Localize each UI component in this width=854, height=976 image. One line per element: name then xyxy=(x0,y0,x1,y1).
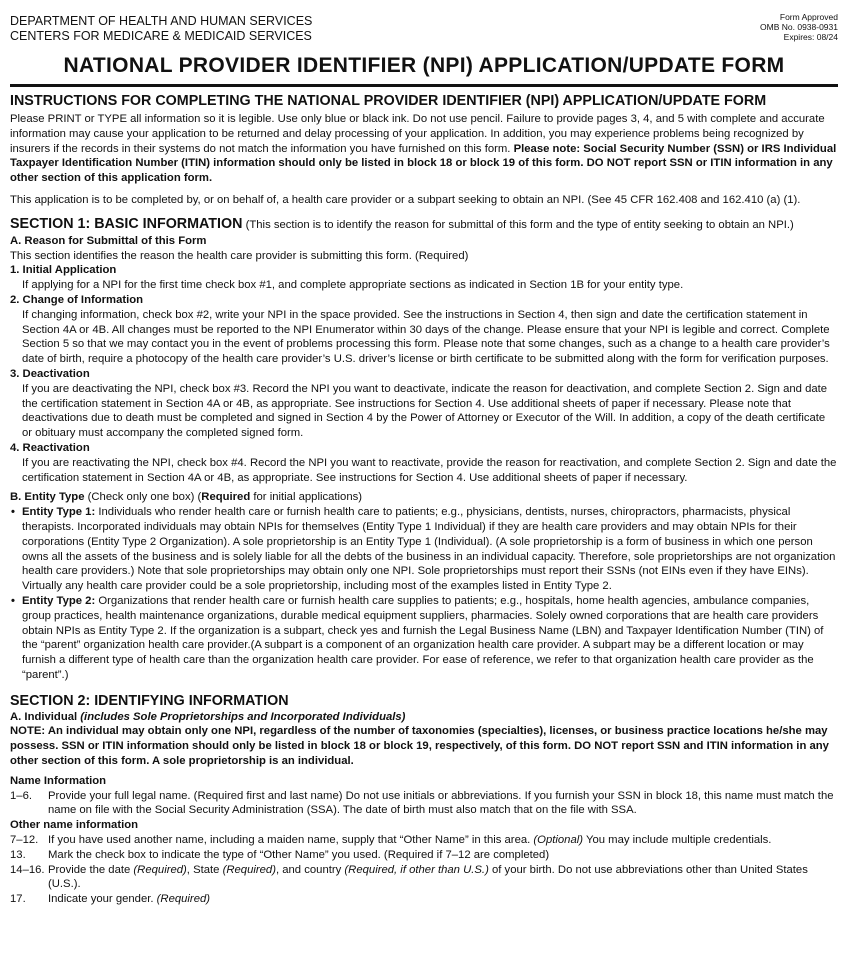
numbered-instruction-row xyxy=(10,863,838,893)
instructions-paragraph-1 xyxy=(10,112,838,186)
entity-type-2-item xyxy=(10,594,838,683)
name-information-heading: Name Information xyxy=(10,774,107,787)
row-italic-text: (Optional) xyxy=(533,834,584,847)
section-1a-text: This section identifies the reason the health care provider is submitting this form. (Required) xyxy=(10,249,469,262)
row-number: 13. xyxy=(10,848,26,861)
item-deactivation-head: 3. Deactivation xyxy=(10,367,90,380)
individual-qualifier: (includes Sole Proprietorships and Incorporated Individuals) xyxy=(80,710,406,723)
numbered-instruction-row xyxy=(10,833,838,848)
section-2a-title xyxy=(10,710,838,725)
item-change-of-information-text: If changing information, check box #2, write your NPI in the space provided. See the instructions in Section 4, then sign and date the certification statement in Section 4A or 4B. All changes must be reported to the NPI Enumerator within 30 days of the change. Please ensure that your NPI is legible and correct. Complete Section 5 so that we may contact you in the event of problems processing this form. Please note that some changes, such as a change to a health care provider’s date of birth, require a photocopy of the health care provider’s U.S. driver’s license or birth certificate to be submitted along with the form for verification purposes. xyxy=(22,308,830,366)
row-plain-text: Mark the check box to indicate the type of “Other Name” you used. (Required if 7–12 are completed) xyxy=(48,848,550,861)
entity-type-required: Required xyxy=(201,491,251,504)
row-plain-text: Provide your full legal name. (Required first and last name) Do not use initials or abbreviations. If you furnish your SSN in block 18, this name must match the name on file with the Social Security Administration (SSA). The date of birth must also match that on the file with SSA. xyxy=(48,789,834,817)
row-italic-text: (Required) xyxy=(133,863,187,876)
row-plain-text: If you have used another name, including a maiden name, supply that “Other Name” in this area. xyxy=(48,834,534,847)
row-text xyxy=(48,863,838,893)
agency-line-2: CENTERS FOR MEDICARE & MEDICAID SERVICES xyxy=(10,29,312,43)
row-plain-text: of your birth. Do not use abbreviations other than United States (U.S.). xyxy=(48,863,808,891)
entity-type-2-label: Entity Type 2: xyxy=(22,594,96,607)
entity-type-2-text: Organizations that render health care or furnish health care supplies to patients; e.g., hospitals, home health agencies, ambulance companies, group practices, health maintenance organizations, durable medical equipment suppliers, pharmacies. Solely owned corporations that are health care providers obtain NPIs as Entity Type 2. If the organization is a subpart, check yes and furnish the Legal Business Name (LBN) and Taxpayer Identification Number (TIN) of the “parent” organization health care provider.(A subpart is a component of an organization health care provider. A subpart may be a different location or may furnish a different type of health care than the organization health care provider. For ease of reference, we refer to that organization health care provider as the “parent”.) xyxy=(22,594,824,681)
agency-line-1: DEPARTMENT OF HEALTH AND HUMAN SERVICES xyxy=(10,14,313,28)
row-plain-text: Indicate your gender. xyxy=(48,893,157,906)
instructions-heading: INSTRUCTIONS FOR COMPLETING THE NATIONAL PROVIDER IDENTIFIER (NPI) APPLICATION/UPDATE FORM xyxy=(10,93,767,109)
section-1-heading xyxy=(10,215,838,234)
entity-type-1-item xyxy=(10,505,838,594)
instructions-paragraph-2: This application is to be completed by, or on behalf of, a health care provider or a subpart seeking to obtain an NPI. (See 45 CFR 162.408 and 162.410 (a) (1). xyxy=(10,193,801,206)
entity-type-1-label: Entity Type 1: xyxy=(22,506,96,519)
form-title: NATIONAL PROVIDER IDENTIFIER (NPI) APPLICATION/UPDATE FORM xyxy=(63,54,785,77)
entity-type-label: B. Entity Type xyxy=(10,491,85,504)
row-italic-text: (Required) xyxy=(222,863,276,876)
entity-type-tail: for initial applications) xyxy=(250,491,363,504)
numbered-instruction-row xyxy=(10,892,838,907)
para1-text: Please PRINT or TYPE all information so it is legible. Use only blue or black ink. Do not use pencil. Failure to provide pages 3, 4, and 5 with complete and accurate information may cause your application to be returned and delay processing of your application. In addition, you may experience problems being recognized by insurers if the records in their systems do not match the information you have furnished on this form. xyxy=(10,113,825,155)
row-text xyxy=(48,789,838,819)
individual-label: A. Individual xyxy=(10,710,81,723)
row-plain-text: , and country xyxy=(275,863,345,876)
section-1-title: SECTION 1: BASIC INFORMATION xyxy=(10,215,243,232)
row-number: 17. xyxy=(10,893,26,906)
numbered-instruction-row xyxy=(10,848,838,863)
row-number: 14–16. xyxy=(10,863,45,876)
form-approved: Form Approved xyxy=(779,12,838,22)
section-2-note xyxy=(10,724,838,768)
section-1-note: (This section is to identify the reason for submittal of this form and the type of entity seeking to obtain an NPI.) xyxy=(242,218,794,231)
row-italic-text: (Required) xyxy=(156,893,211,906)
row-text xyxy=(48,833,838,848)
numbered-instruction-row xyxy=(10,789,838,819)
item-reactivation-text: If you are reactivating the NPI, check box #4. Record the NPI you want to reactivate, provide the reason for reactivation, and complete Section 2. Sign and date the certification statement in Section 4A or 4B, as appropriate. See instructions for Section 4. Use additional sheets of paper if necessary. xyxy=(22,456,837,484)
item-initial-application-text: If applying for a NPI for the first time check box #1, and complete appropriate sections as indicated in Section 1B for your entity type. xyxy=(22,279,684,292)
row-text xyxy=(48,848,838,863)
entity-type-check: (Check only one box) ( xyxy=(84,491,202,504)
entity-type-1-text: Individuals who render health care or furnish health care to patients; e.g., physicians, dentists, nurses, chiropractors, pharmacists, physical therapists. Incorporated individuals may obtain NPIs for themselves (Entity Type 1 Individual) if they are health care providers and may obtain NPIs for their corporations (Entity Type 2 Organization). A sole proprietorship is an Entity Type 1 (Individual). (A sole proprietorship is a form of business in which one person owns all the assets of the business and is solely liable for all the debts of the business in an individual capacity. Therefore, sole proprietorships are not organization health care providers.) Note that sole proprietorships may obtain only one NPI. Sole proprietorships must report their SSNs (not EINs even if they have EINs). Virtually any health care provider could be a sole proprietorship, including most of the examples listed in Entity Type 2. xyxy=(22,506,836,593)
omb-approval-block xyxy=(760,12,838,42)
row-plain-text: Provide the date xyxy=(48,863,134,876)
other-name-heading: Other name information xyxy=(10,819,139,832)
item-deactivation-text: If you are deactivating the NPI, check box #3. Record the NPI you want to deactivate, indicate the reason for deactivation, and complete Section 2. Sign and date the certification statement in Section 4A or 4B, as appropriate. See instructions for Section 4. Use additional sheets of paper if necessary. Please note that deactivations due to death must be completed and signed in Section 4 by the Power of Attorney or Executor of the Will. In addition, a copy of the death certificate or obituary must accompany the completed signed form. xyxy=(22,382,828,440)
item-initial-application-head: 1. Initial Application xyxy=(10,264,117,277)
row-plain-text: , State xyxy=(186,863,223,876)
section-1b-title xyxy=(10,490,838,505)
omb-number: OMB No. 0938-0931 xyxy=(760,22,838,32)
row-number: 7–12. xyxy=(10,834,39,847)
row-plain-text: You may include multiple credentials. xyxy=(583,834,772,847)
instructions-content xyxy=(10,92,838,907)
agency-block xyxy=(10,14,312,44)
row-number: 1–6. xyxy=(10,789,32,802)
row-text xyxy=(48,892,838,907)
section-2-heading: SECTION 2: IDENTIFYING INFORMATION xyxy=(10,692,289,709)
item-change-of-information-head: 2. Change of Information xyxy=(10,293,144,306)
section-1a-title: A. Reason for Submittal of this Form xyxy=(10,234,207,247)
row-italic-text: (Required, if other than U.S.) xyxy=(344,863,489,876)
title-divider xyxy=(10,84,838,87)
expiration-date: Expires: 08/24 xyxy=(783,32,838,42)
item-reactivation-head: 4. Reactivation xyxy=(10,441,90,454)
ssn-itin-note: Please note: Social Security Number (SSN) or IRS Individual Taxpayer Identification Number (ITIN) information should only be listed in block 18 or block 19 of this form. DO NOT report SSN or ITIN information in any other section of this application form. xyxy=(10,142,837,185)
section-2-note-text: NOTE: An individual may obtain only one NPI, regardless of the number of taxonomies (specialties), licenses, or business practice locations he/she may possess. SSN or ITIN information should only be listed in block 18 or block 19, respectively, of this form. DO NOT report SSN and ITIN information in any other section of this form. A sole proprietorship is an individual. xyxy=(10,725,829,768)
